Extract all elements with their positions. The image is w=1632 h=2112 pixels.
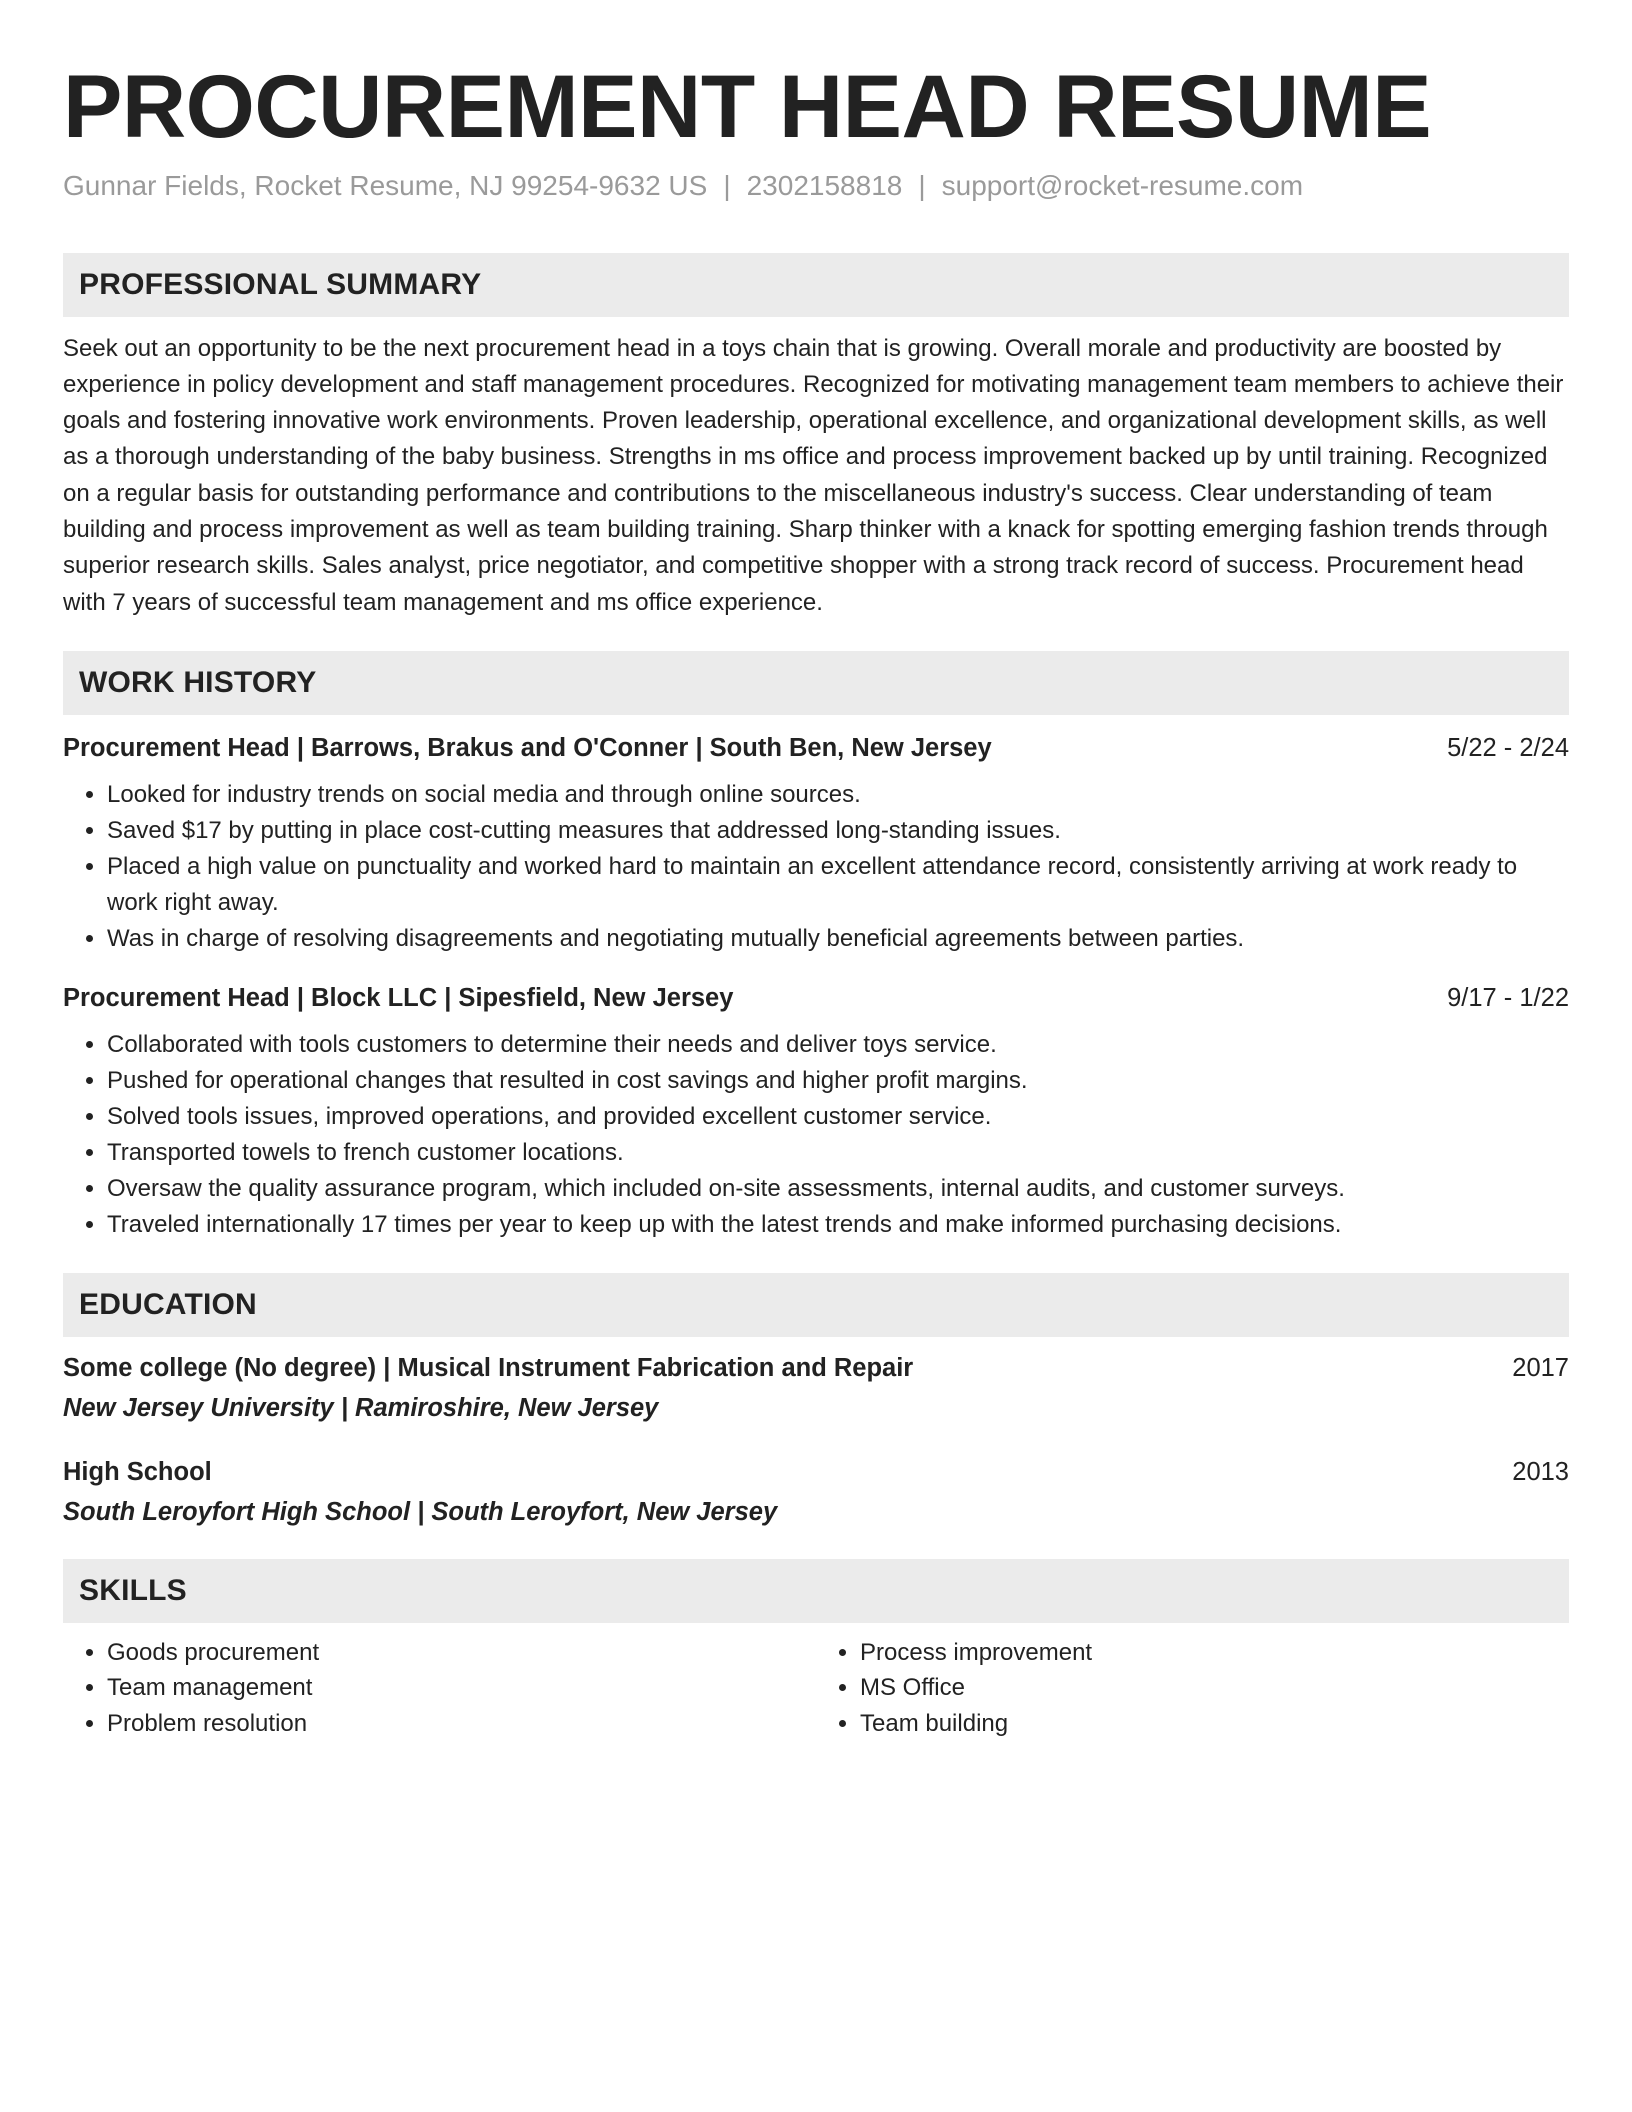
skill-item: • Problem resolution — [107, 1706, 816, 1742]
education-degree: Some college (No degree) | Musical Instrument Fabrication and Repair — [63, 1353, 914, 1382]
job-bullet: • Solved tools issues, improved operations, and provided excellent customer service. — [107, 1099, 1569, 1135]
job-bullet: • Collaborated with tools customers to determine their needs and deliver toys service. — [107, 1027, 1569, 1063]
job-bullets — [63, 777, 1569, 957]
job-bullet: • Oversaw the quality assurance program, which included on-site assessments, internal audits, and customer surveys. — [107, 1171, 1569, 1207]
job-bullet: • Placed a high value on punctuality and worked hard to maintain an excellent attendance record, consistently arriving at work ready to work right away. — [107, 849, 1569, 921]
job-bullet: • Traveled internationally 17 times per year to keep up with the latest trends and make informed purchasing decisions. — [107, 1207, 1569, 1243]
job-bullet: • Transported towels to french customer locations. — [107, 1135, 1569, 1171]
job-header-row — [63, 731, 1569, 765]
job-dates: 5/22 - 2/24 — [1447, 733, 1569, 762]
job-bullets — [63, 1027, 1569, 1243]
summary-heading: PROFESSIONAL SUMMARY — [63, 253, 1569, 317]
job-bullet: • Saved $17 by putting in place cost-cutting measures that addressed long-standing issues. — [107, 813, 1569, 849]
contact-separator: | — [723, 170, 731, 202]
work-history-section — [63, 651, 1569, 1243]
education-school: South Leroyfort High School | South Leroyfort, New Jersey — [63, 1497, 778, 1526]
skills-heading: SKILLS — [63, 1559, 1569, 1623]
education-section — [63, 1273, 1569, 1529]
education-header-row — [63, 1351, 1569, 1385]
job-entry — [63, 981, 1569, 1243]
contact-separator: | — [918, 170, 926, 202]
education-year: 2013 — [1512, 1457, 1569, 1486]
contact-address: Gunnar Fields, Rocket Resume, NJ 99254-9632 US — [63, 170, 708, 202]
skill-item: • Goods procurement — [107, 1635, 816, 1671]
education-year: 2017 — [1512, 1353, 1569, 1382]
skill-item: • MS Office — [860, 1670, 1569, 1706]
skill-item: • Team building — [860, 1706, 1569, 1742]
education-entry — [63, 1351, 1569, 1425]
contact-phone: 2302158818 — [746, 170, 903, 202]
job-dates: 9/17 - 1/22 — [1447, 983, 1569, 1012]
summary-section — [63, 253, 1569, 621]
contact-email: support@rocket-resume.com — [941, 170, 1304, 202]
education-degree: High School — [63, 1457, 212, 1486]
education-header-row — [63, 1455, 1569, 1489]
skills-column-left — [63, 1635, 816, 1742]
skills-column-right — [816, 1635, 1569, 1742]
job-bullet: • Was in charge of resolving disagreements and negotiating mutually beneficial agreements between parties. — [107, 921, 1569, 957]
resume-title: PROCUREMENT HEAD RESUME — [63, 56, 1432, 156]
job-title: Procurement Head | Block LLC | Sipesfield, New Jersey — [63, 983, 734, 1012]
job-entry — [63, 731, 1569, 957]
education-entry — [63, 1455, 1569, 1529]
job-bullet: • Pushed for operational changes that resulted in cost savings and higher profit margins. — [107, 1063, 1569, 1099]
skill-item: • Team management — [107, 1670, 816, 1706]
contact-line — [63, 168, 1569, 204]
job-title: Procurement Head | Barrows, Brakus and O'Conner | South Ben, New Jersey — [63, 733, 992, 762]
skills-section — [63, 1559, 1569, 1742]
job-bullet: • Looked for industry trends on social media and through online sources. — [107, 777, 1569, 813]
education-school: New Jersey University | Ramiroshire, New Jersey — [63, 1393, 659, 1422]
work-history-heading: WORK HISTORY — [63, 651, 1569, 715]
job-header-row — [63, 981, 1569, 1015]
skills-grid — [63, 1635, 1569, 1742]
education-heading: EDUCATION — [63, 1273, 1569, 1337]
summary-text: Seek out an opportunity to be the next procurement head in a toys chain that is growing. Overall morale and productivity are boosted by experience in policy development and staff management procedures. Recognized for motivating management team members to achieve their goals and fostering innovative work environments. Proven leadership, operational excellence, and organizational development skills, as well as a thorough understanding of the baby business. Strengths in ms office and process improvement backed up by until training. Recognized on a regular basis for outstanding performance and contributions to the miscellaneous industry's success. Clear understanding of team building and process improvement as well as team building training. Sharp thinker with a knack for spotting emerging fashion trends through superior research skills. Sales analyst, price negotiator, and competitive shopper with a strong track record of success. Procurement head with 7 years of successful team management and ms office experience. — [63, 334, 1564, 616]
skill-item: • Process improvement — [860, 1635, 1569, 1671]
